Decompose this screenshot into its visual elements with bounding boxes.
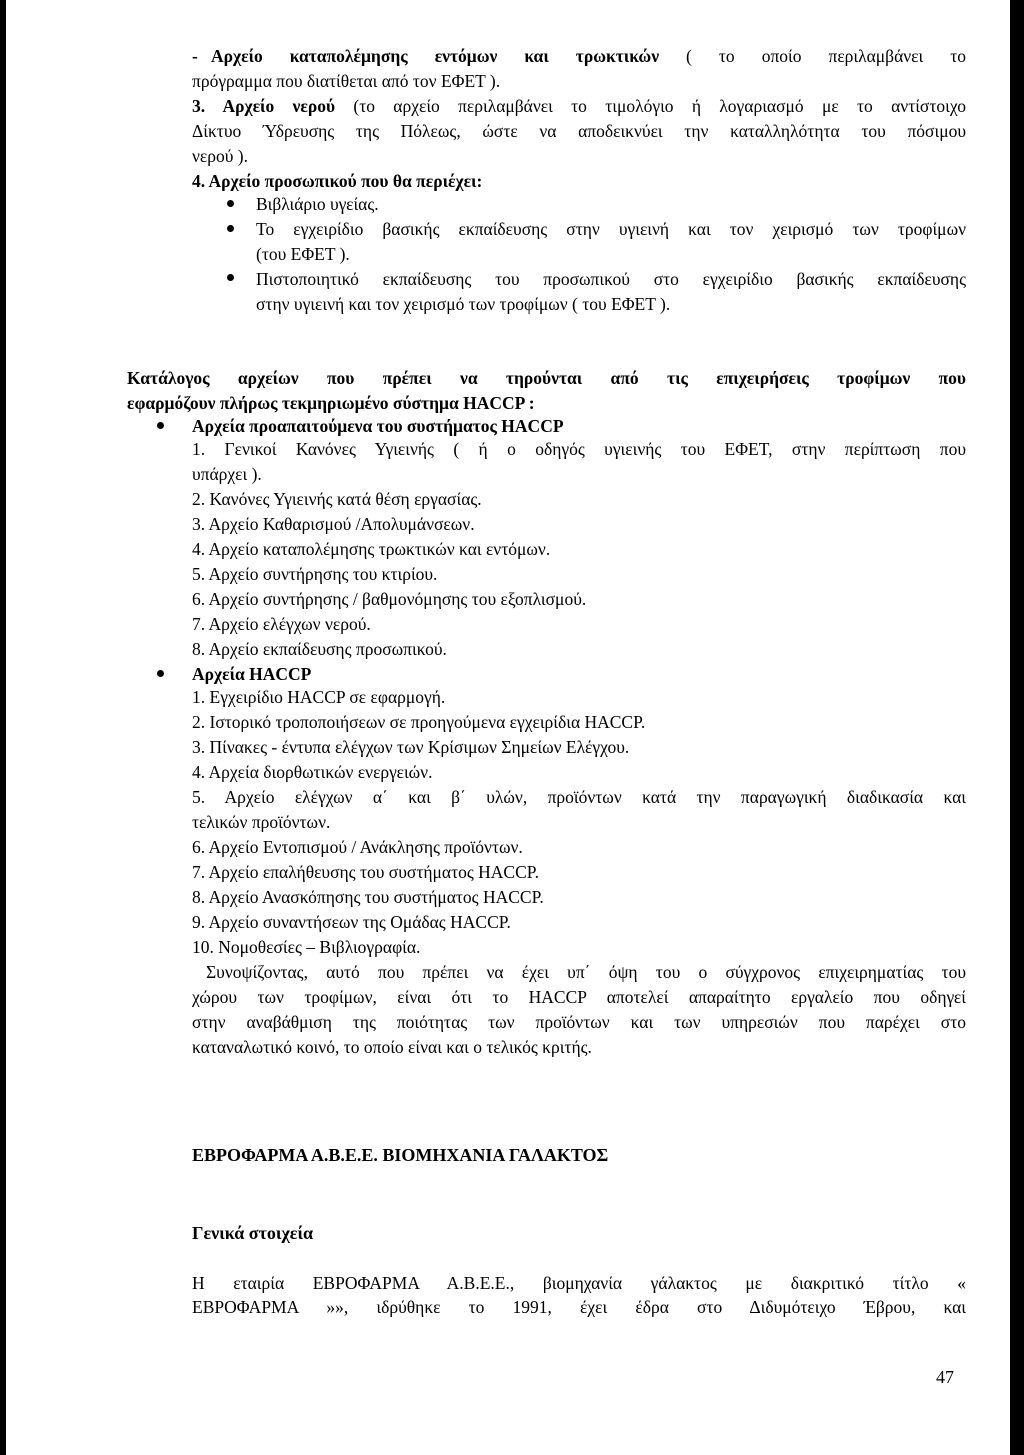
staff-item-health-book: Βιβλιάριο υγείας. [256,194,379,214]
haccp-item-2: 2. Ιστορικό τροποποιήσεων σε προηγούμενα εγχειρίδια HACCP. [192,712,646,732]
prereq-item-3: 3. Αρχείο Καθαρισμού /Απολυμάνσεων. [192,514,475,534]
water-record-line-3: νερού ). [192,146,248,166]
company-text-line-1: Η εταιρία ΕΒΡΟΦΑΡΜΑ Α.Β.Ε.Ε., βιομηχανία γάλακτος με διακριτικό τίτλο « [192,1273,966,1293]
bullet-icon [227,274,234,281]
haccp-item-9: 9. Αρχείο συναντήσεων της Ομάδας HACCP. [192,912,511,932]
staff-item-certificate-line-1: Πιστοποιητικό εκπαίδευσης του προσωπικού στο εγχειρίδιο βασικής εκπαίδευσης [256,269,966,289]
haccp-item-4: 4. Αρχεία διορθωτικών ενεργειών. [192,762,433,782]
pest-record-line-2: πρόγραμμα που διατίθεται από τον ΕΦΕΤ ). [192,71,501,91]
prereq-item-6: 6. Αρχείο συντήρησης / βαθμονόμησης του εξοπλισμού. [192,589,587,609]
haccp-item-3: 3. Πίνακες - έντυπα ελέγχων των Κρίσιμων Σημείων Ελέγχου. [192,737,630,757]
summary-line-4: καταναλωτικό κοινό, το οποίο είναι και ο τελικός κριτής. [192,1037,592,1057]
haccp-item-7: 7. Αρχείο επαλήθευσης του συστήματος HACCP. [192,862,539,882]
summary-line-1: Συνοψίζοντας, αυτό που πρέπει να έχει υπ΄ όψη του ο σύγχρονος επιχειρηματίας του [206,962,966,982]
haccp-item-8: 8. Αρχείο Ανασκόπησης του συστήματος HACCP. [192,887,544,907]
company-subtitle: Γενικά στοιχεία [192,1223,314,1243]
pest-record-line-1: Αρχείο καταπολέμησης εντόμων και τρωκτικών ( το οποίο περιλαμβάνει το [211,46,966,66]
prereq-item-4: 4. Αρχείο καταπολέμησης τρωκτικών και εντόμων. [192,539,551,559]
haccp-item-6: 6. Αρχείο Εντοπισμού / Ανάκλησης προϊόντων. [192,837,523,857]
company-text-line-2: ΕΒΡΟΦΑΡΜΑ »», ιδρύθηκε το 1991, έχει έδρα στο Διδυμότειχο Έβρου, και [192,1297,966,1317]
staff-item-certificate-line-2: στην υγιεινή και τον χειρισμό των τροφίμων ( του ΕΦΕΤ ). [256,294,671,314]
prereq-item-1-line-2: υπάρχει ). [192,464,262,484]
catalog-heading-line-2: εφαρμόζουν πλήρως τεκμηριωμένο σύστημα HACCP : [127,393,535,413]
staff-item-hygiene-manual-line-1: Το εγχειρίδιο βασικής εκπαίδευσης στην υγιεινή και τον χειρισμό των τροφίμων [256,219,966,239]
prereq-title: Αρχεία προαπαιτούμενα του συστήματος HACCP [192,416,564,436]
page-number: 47 [936,1367,954,1387]
bullet-icon [227,200,234,207]
haccp-item-1: 1. Εγχειρίδιο HACCP σε εφαρμογή. [192,687,446,707]
prereq-item-2: 2. Κανόνες Υγιεινής κατά θέση εργασίας. [192,489,482,509]
bullet-icon [157,422,164,429]
company-title: ΕΒΡΟΦΑΡΜΑ Α.Β.Ε.Ε. ΒΙΟΜΗΧΑΝΙΑ ΓΑΛΑΚΤΟΣ [192,1145,609,1165]
prereq-item-7: 7. Αρχείο ελέγχων νερού. [192,614,371,634]
staff-item-hygiene-manual-line-2: (του ΕΦΕΤ ). [256,244,350,264]
summary-line-2: χώρου των τροφίμων, είναι ότι το HACCP αποτελεί απαραίτητο εργαλείο που οδηγεί [192,987,966,1007]
summary-line-3: στην αναβάθμιση της ποιότητας των προϊόντων και των υπηρεσιών που παρέχει στο [192,1012,966,1032]
haccp-item-10: 10. Νομοθεσίες – Βιβλιογραφία. [192,937,421,957]
prereq-item-5: 5. Αρχείο συντήρησης του κτιρίου. [192,564,438,584]
bullet-icon [157,670,164,677]
staff-record-heading: 4. Αρχείο προσωπικού που θα περιέχει: [192,171,483,191]
haccp-item-5-line-2: τελικών προϊόντων. [192,812,331,832]
catalog-heading-line-1: Κατάλογος αρχείων που πρέπει να τηρούνται από τις επιχειρήσεις τροφίμων που [127,368,966,388]
water-record-line-1: 3. Αρχείο νερού (το αρχείο περιλαμβάνει το τιμολόγιο ή λογαριασμό με το αντίστοιχο [192,96,966,116]
prereq-item-1-line-1: 1. Γενικοί Κανόνες Υγιεινής ( ή ο οδηγός υγιεινής του ΕΦΕΤ, στην περίπτωση που [192,439,966,459]
pest-dash: - [192,46,198,66]
water-record-line-2: Δίκτυο Ύδρευσης της Πόλεως, ώστε να αποδεικνύει την καταλληλότητα του πόσιμου [192,121,966,141]
document-page [6,0,1010,1455]
haccp-title: Αρχεία HACCP [192,664,312,684]
haccp-item-5-line-1: 5. Αρχείο ελέγχων α΄ και β΄ υλών, προϊόντων κατά την παραγωγική διαδικασία και [192,787,966,807]
bullet-icon [227,225,234,232]
prereq-item-8: 8. Αρχείο εκπαίδευσης προσωπικού. [192,639,447,659]
